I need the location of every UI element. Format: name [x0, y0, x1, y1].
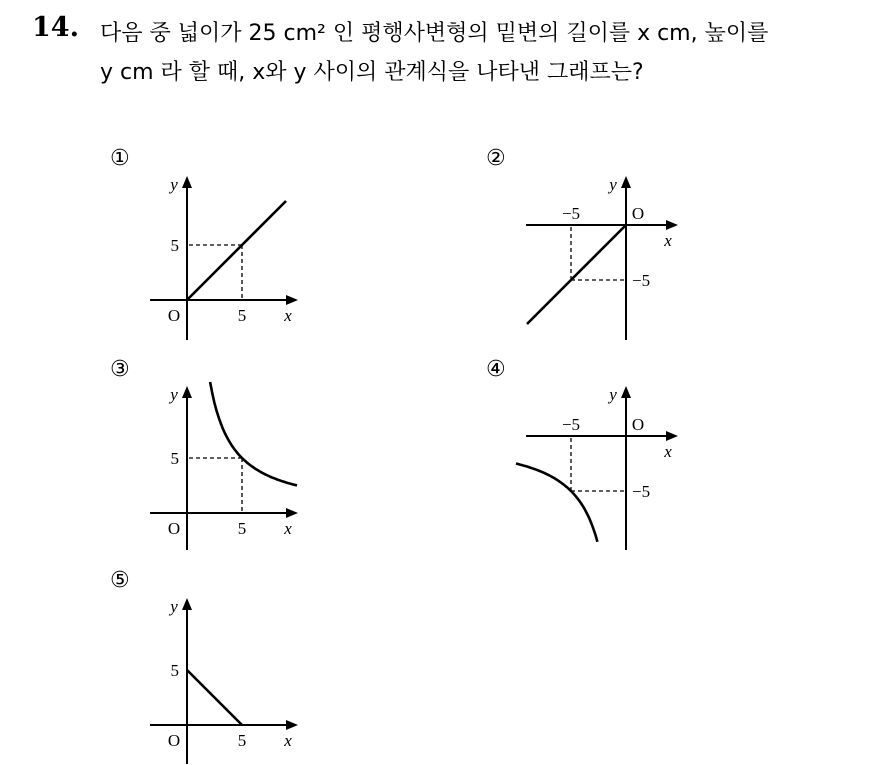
x-axis-arrowhead	[666, 220, 678, 230]
y-axis-arrowhead	[182, 598, 192, 610]
x-tick-label: 5	[237, 519, 247, 538]
x-tick-label: 5	[237, 306, 247, 325]
x-axis-label: x	[284, 731, 292, 750]
x-axis-arrowhead	[286, 295, 298, 305]
graph-line	[210, 382, 297, 486]
y-axis-arrowhead	[182, 386, 192, 398]
y-tick-label: 5	[170, 449, 179, 468]
question-text-line-1: 다음 중 넓이가 25 cm² 인 평행사변형의 밑변의 길이를 x cm, 높이를	[100, 21, 769, 46]
x-tick-label: 5	[237, 731, 247, 750]
y-axis-label: y	[609, 175, 617, 194]
origin-label: O	[631, 415, 645, 434]
choice-3-graph[interactable]	[150, 380, 310, 555]
x-axis-label: x	[664, 231, 672, 250]
choice-1-mark[interactable]: ①	[110, 146, 130, 171]
choice-2-graph[interactable]	[520, 170, 685, 345]
origin-label: O	[167, 731, 181, 750]
origin-label: O	[167, 519, 181, 538]
question-text-line-2: y cm 라 할 때, x와 y 사이의 관계식을 나타낸 그래프는?	[100, 60, 644, 85]
choice-2-mark[interactable]: ②	[486, 146, 506, 171]
choice-5-graph[interactable]	[150, 592, 310, 764]
x-axis-label: x	[284, 306, 292, 325]
x-tick-label: −5	[561, 204, 581, 223]
y-axis-arrowhead	[621, 176, 631, 188]
choice-3-mark[interactable]: ③	[110, 357, 130, 382]
y-axis-label: y	[170, 175, 178, 194]
y-tick-label: 5	[170, 661, 179, 680]
y-tick-label: −5	[632, 482, 651, 501]
origin-label: O	[167, 306, 181, 325]
graph-line	[516, 464, 597, 542]
x-axis-label: x	[664, 442, 672, 461]
graph-line	[187, 670, 242, 725]
graph-line	[527, 225, 626, 324]
question-number: 14.	[32, 12, 79, 43]
choice-4-graph[interactable]	[520, 380, 685, 555]
choice-5-mark[interactable]: ⑤	[110, 568, 130, 593]
y-axis-arrowhead	[621, 386, 631, 398]
x-axis-label: x	[284, 519, 292, 538]
graph-line	[187, 201, 286, 300]
y-axis-label: y	[170, 385, 178, 404]
y-axis-label: y	[609, 385, 617, 404]
x-axis-arrowhead	[286, 720, 298, 730]
x-tick-label: −5	[561, 415, 581, 434]
x-axis-arrowhead	[666, 431, 678, 441]
choice-4-mark[interactable]: ④	[486, 357, 506, 382]
choice-1-graph[interactable]	[150, 170, 310, 345]
y-tick-label: −5	[632, 271, 651, 290]
y-axis-arrowhead	[182, 176, 192, 188]
y-axis-label: y	[170, 597, 178, 616]
origin-label: O	[631, 204, 645, 223]
x-axis-arrowhead	[286, 508, 298, 518]
y-tick-label: 5	[170, 236, 179, 255]
